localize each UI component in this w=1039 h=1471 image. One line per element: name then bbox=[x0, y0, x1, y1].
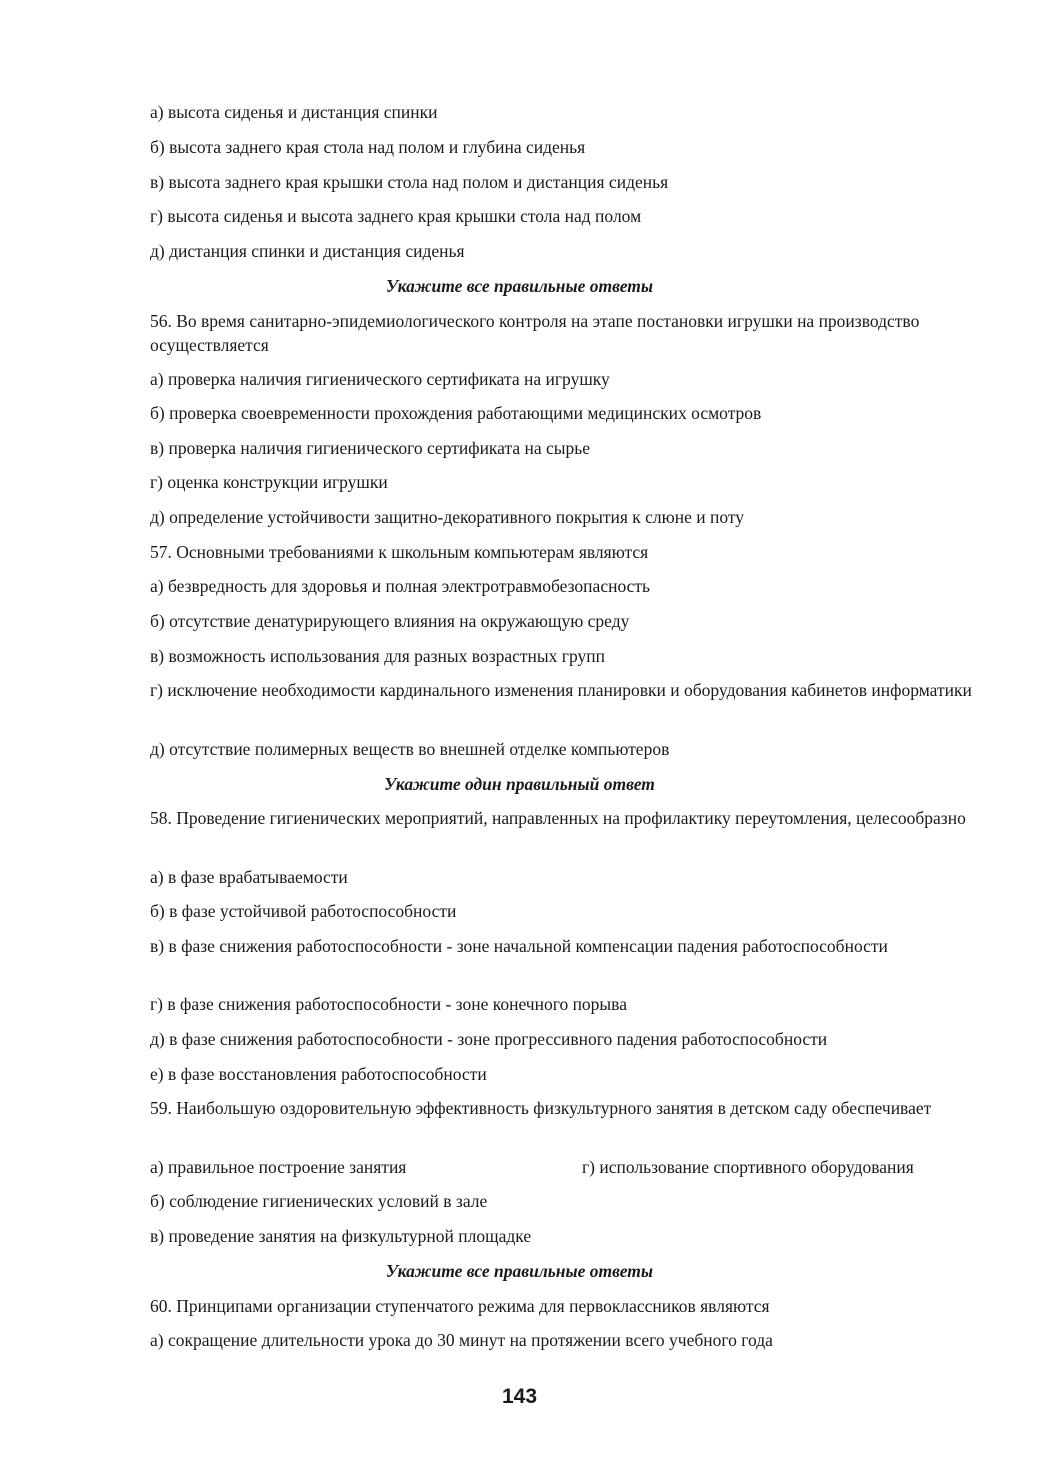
answer-option: г) в фазе снижения работоспособности - зоне конечного порыва bbox=[150, 994, 627, 1014]
question-58: 58. Проведение гигиенических мероприятий, направленных на профилактику переутомления, целесообразно bbox=[150, 808, 966, 828]
answer-option: г) использование спортивного оборудования bbox=[582, 1157, 914, 1177]
answer-option: д) отсутствие полимерных веществ во внешней отделке компьютеров bbox=[150, 739, 670, 759]
answer-option: е) в фазе восстановления работоспособности bbox=[150, 1064, 487, 1084]
question-60: 60. Принципами организации ступенчатого режима для первоклассников являются bbox=[150, 1296, 770, 1316]
question-57: 57. Основными требованиями к школьным компьютерам являются bbox=[150, 542, 649, 562]
question-56: 56. Во время санитарно-эпидемиологического контроля на этапе постановки игрушки на производство осуществляется bbox=[150, 311, 920, 355]
question-59: 59. Наибольшую оздоровительную эффективность физкультурного занятия в детском саду обеспечивает bbox=[150, 1098, 932, 1118]
answer-option: д) в фазе снижения работоспособности - зоне прогрессивного падения работоспособности bbox=[150, 1029, 828, 1049]
answer-option: в) проверка наличия гигиенического сертификата на сырье bbox=[150, 438, 591, 458]
answer-option: а) проверка наличия гигиенического сертификата на игрушку bbox=[150, 369, 610, 389]
answer-option: в) возможность использования для разных возрастных групп bbox=[150, 646, 605, 666]
answer-option: а) в фазе врабатываемости bbox=[150, 867, 348, 887]
answer-option: а) безвредность для здоровья и полная электротравмобезопасность bbox=[150, 576, 651, 596]
answer-option: а) высота сиденья и дистанция спинки bbox=[150, 102, 438, 122]
section-heading: Укажите один правильный ответ bbox=[384, 774, 655, 794]
answer-option: г) оценка конструкции игрушки bbox=[150, 472, 388, 492]
answer-option: б) высота заднего края стола над полом и глубина сиденья bbox=[150, 137, 586, 157]
answer-option: б) соблюдение гигиенических условий в зале bbox=[150, 1191, 488, 1211]
answer-option: б) в фазе устойчивой работоспособности bbox=[150, 901, 457, 921]
answer-option: г) высота сиденья и высота заднего края крышки стола над полом bbox=[150, 206, 642, 226]
answer-option: д) определение устойчивости защитно-декоративного покрытия к слюне и поту bbox=[150, 507, 745, 527]
answer-option: г) исключение необходимости кардинального изменения планировки и оборудования кабинетов информатики bbox=[150, 680, 972, 700]
answer-option: б) отсутствие денатурирующего влияния на окружающую среду bbox=[150, 611, 630, 631]
answer-option: в) в фазе снижения работоспособности - зоне начальной компенсации падения работоспособности bbox=[150, 936, 888, 956]
answer-option: д) дистанция спинки и дистанция сиденья bbox=[150, 241, 465, 261]
page-number: 143 bbox=[501, 1385, 538, 1408]
answer-option: в) высота заднего края крышки стола над полом и дистанция сиденья bbox=[150, 172, 669, 192]
section-heading: Укажите все правильные ответы bbox=[385, 1261, 654, 1281]
answer-option: б) проверка своевременности прохождения работающими медицинских осмотров bbox=[150, 403, 762, 423]
section-heading: Укажите все правильные ответы bbox=[385, 276, 654, 296]
answer-option: а) правильное построение занятия bbox=[150, 1157, 407, 1177]
answer-option: а) сокращение длительности урока до 30 минут на протяжении всего учебного года bbox=[150, 1330, 773, 1350]
answer-option: в) проведение занятия на физкультурной площадке bbox=[150, 1226, 532, 1246]
